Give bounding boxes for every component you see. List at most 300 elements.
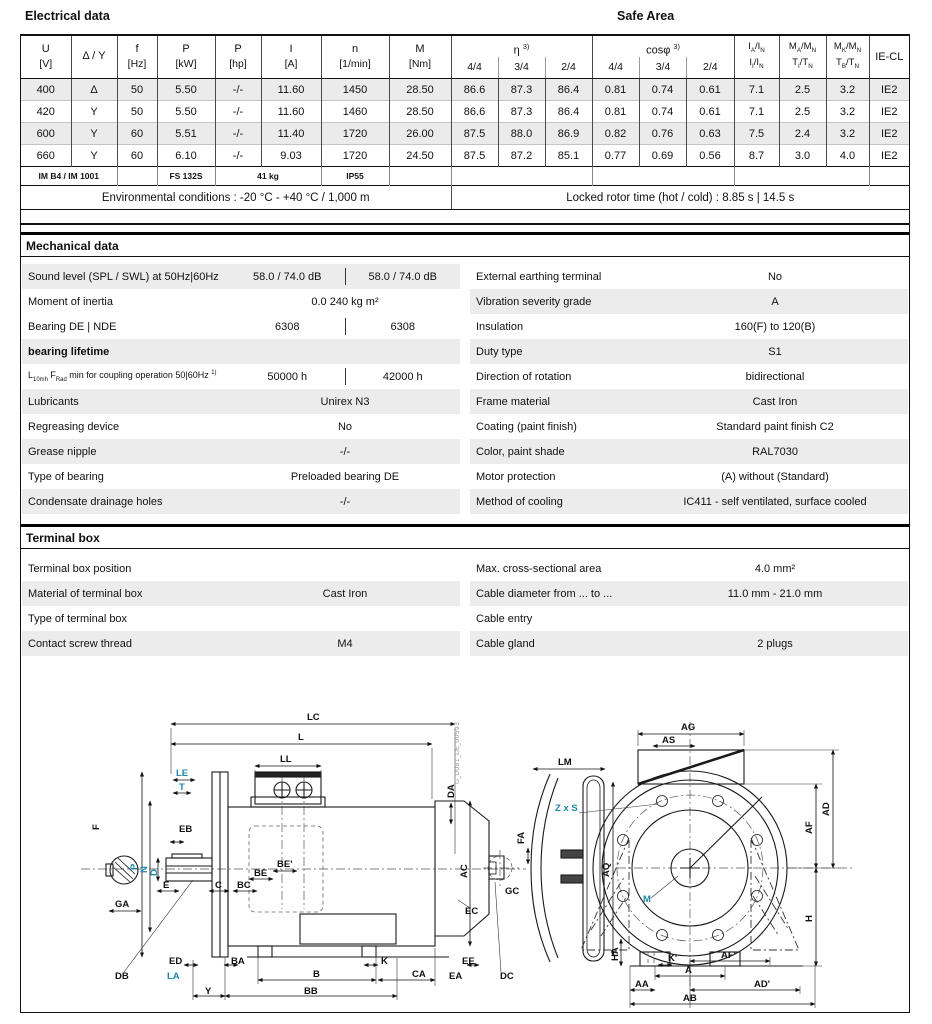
data-cell: 0.56 [686,145,734,167]
data-cell: 86.4 [545,101,592,123]
spec-value: Cast Iron [322,587,368,600]
spec-label: $L_{10mh}$ $F_{Rad}$ min for coupling operation 50|60Hz $^{1)}$ [28,369,217,383]
data-cell: 50 [117,79,157,101]
dim-label-ga: GA [115,899,130,910]
data-cell: 0.77 [592,145,639,167]
spec-row [22,389,460,414]
data-cell: 85.1 [545,145,592,167]
spec-value: M4 [337,637,353,650]
spec-label: Material of terminal box [28,587,143,600]
dim-label-lm: LM [558,757,572,768]
spec-value: 160(F) to 120(B) [734,320,816,333]
spec-row [470,631,908,656]
mechanical-data-section [21,232,909,517]
im-cell: IP55 [321,167,389,186]
spec-row [470,556,908,581]
spec-value: -/- [339,495,351,508]
data-cell: 87.3 [498,101,545,123]
spec-values [642,314,908,339]
data-cell: -/- [215,123,261,145]
spec-row [470,389,908,414]
data-cell: 87.2 [498,145,545,167]
spec-label: Contact screw thread [28,637,132,650]
data-cell: 0.81 [592,79,639,101]
empty-row [21,210,909,225]
spec-value: S1 [768,345,782,358]
dim-label-k: K [381,956,388,967]
spec-row [470,339,908,364]
data-cell: 11.60 [261,101,321,123]
data-cell: 3.0 [779,145,826,167]
data-cell: 3.2 [826,79,869,101]
spec-row [470,606,908,631]
im-cell [451,167,592,186]
data-cell: IE2 [869,101,909,123]
dim-label-as: AS [662,735,676,746]
header-ratio-0 [734,35,779,79]
spec-values [642,581,908,606]
data-cell: 0.82 [592,123,639,145]
data-cell: 4.0 [826,145,869,167]
terminal-left-column [22,556,460,656]
data-cell: -/- [215,101,261,123]
im-cell [117,167,157,186]
header-subcol: 3/4 [498,57,545,78]
data-cell: 3.2 [826,101,869,123]
data-cell: 420 [21,101,71,123]
dim-label-af-: AF' [721,950,736,961]
data-cell: 1720 [321,123,389,145]
header-unit: [hp] [229,58,247,70]
spec-value-50hz: 58.0 / 74.0 dB [253,270,322,283]
data-cell: 0.74 [639,79,686,101]
data-cell: Δ [71,79,117,101]
spec-label: Type of terminal box [28,612,128,625]
dim-label-ha: HA [610,947,621,961]
electrical-data-title: Electrical data [25,9,110,23]
data-cell: 600 [21,123,71,145]
header-ratio-2 [826,35,869,79]
ratio-bottom: $T_B/T_N$ [836,57,859,70]
data-cell: 8.7 [734,145,779,167]
spec-label: Cable gland [476,637,535,650]
data-cell: Y [71,101,117,123]
spec-row [22,364,460,389]
dim-label-le: LE [176,768,189,779]
spec-row [22,264,460,289]
spec-value: IC411 - self ventilated, surface cooled [683,495,867,508]
dim-label-la: LA [167,971,180,982]
dim-label-ad: AD [821,802,832,816]
data-cell: 2.5 [779,79,826,101]
data-cell: 11.40 [261,123,321,145]
spec-row [470,264,908,289]
data-cell: 0.76 [639,123,686,145]
im-cell [869,167,909,186]
spec-row [470,439,908,464]
dim-label-z-x-s: Z x S [555,803,578,814]
header-group-title: η $^{3)}$ [513,41,530,57]
dim-label-k-: K' [668,953,678,964]
environmental-conditions-cell: Environmental conditions : -20 °C - +40 °C / 1,000 m [21,186,451,210]
data-cell: 2.4 [779,123,826,145]
data-cell: 9.03 [261,145,321,167]
mechanical-right-column [470,264,908,514]
data-cell: 1450 [321,79,389,101]
dim-label-ag: AG [681,722,696,733]
electrical-data-row [21,101,909,123]
spec-label: Bearing DE | NDE [28,320,117,333]
dim-label-ll: LL [280,754,292,765]
spec-label: Type of bearing [28,470,104,483]
data-cell: 86.6 [451,79,498,101]
spec-label: Regreasing device [28,420,120,433]
dimension-drawing [21,664,909,1018]
data-cell: 88.0 [498,123,545,145]
spec-values [230,439,460,464]
dim-label-aq: AQ [601,862,612,877]
data-cell: 24.50 [389,145,451,167]
im-cell [592,167,734,186]
spec-row [22,314,460,339]
data-cell: 50 [117,101,157,123]
im-cell [389,167,451,186]
dim-label-ed: ED [169,956,183,967]
header-unit: [1/min] [339,58,371,70]
dim-label-dc: DC [500,971,514,982]
spec-label: Color, paint shade [476,445,565,458]
spec-values [642,414,908,439]
data-cell: 60 [117,145,157,167]
data-cell: IE2 [869,145,909,167]
dim-label-da: DA [446,784,457,798]
spec-values [230,314,460,339]
data-cell: 6.10 [157,145,215,167]
header-symbol: U [41,43,50,55]
spec-row [470,364,908,389]
spec-label: Duty type [476,345,523,358]
spec-value-60hz: 58.0 / 74.0 dB [368,270,437,283]
spec-label: External earthing terminal [476,270,602,283]
dim-label-p: P [129,863,140,870]
spec-row [470,314,908,339]
center-lines [81,722,854,989]
motor-front-view [488,750,803,966]
header-col-2 [117,35,157,79]
spec-values [642,289,908,314]
header-unit: [A] [284,58,298,70]
spec-value: 2 plugs [757,637,793,650]
spec-value-60hz: 6308 [390,320,415,333]
data-cell: -/- [215,79,261,101]
data-cell: 86.4 [545,79,592,101]
header-col-5 [261,35,321,79]
spec-value-50hz: 6308 [275,320,300,333]
spec-values [230,556,460,581]
terminal-box-title: Terminal box [21,527,909,549]
header-symbol: P [234,43,242,55]
header-subcol: 3/4 [639,57,686,78]
spec-label: Direction of rotation [476,370,572,383]
electrical-table-body [21,79,909,225]
data-cell: 26.00 [389,123,451,145]
spec-row [22,556,460,581]
spec-label: Motor protection [476,470,556,483]
spec-label: Moment of inertia [28,295,113,308]
header-group-eta [451,35,592,79]
spec-row [22,631,460,656]
dim-label-db: DB [115,971,129,982]
spec-value: 0.0 240 kg m² [311,295,379,308]
spec-value: No [767,270,783,283]
mechanical-columns [21,257,909,517]
terminal-columns [21,549,909,659]
data-cell: 0.63 [686,123,734,145]
ratio-top: $M_K/M_N$ [833,41,862,54]
dim-label-l: L [298,732,304,743]
spec-label: Max. cross-sectional area [476,562,602,575]
header-symbol: f [135,43,139,55]
header-unit: [Hz] [127,58,147,70]
dim-label-m: M [643,894,651,905]
data-cell: Y [71,145,117,167]
header-group-subcols [593,57,734,78]
header-symbol: n [351,43,359,55]
spec-row [470,581,908,606]
spec-values [230,606,460,631]
spec-value: RAL7030 [752,445,798,458]
spec-values [230,581,460,606]
electrical-data-row [21,123,909,145]
header-subcol: 2/4 [545,57,592,78]
header-col-0 [21,35,71,79]
im-cell: 41 kg [215,167,321,186]
header-group-title: cosφ $^{3)}$ [646,41,680,57]
data-cell: 0.74 [639,101,686,123]
motor-side-view [106,772,504,957]
data-cell: 5.50 [157,79,215,101]
spec-label: Terminal box position [28,562,132,575]
spec-values [642,606,908,631]
header-symbol: M [415,43,425,55]
header-group-cos [592,35,734,79]
dim-label-ea: EA [449,971,463,982]
data-cell: 1460 [321,101,389,123]
dim-label-be-: BE' [277,859,293,870]
data-cell: 7.1 [734,101,779,123]
spec-row [22,464,460,489]
data-cell: 660 [21,145,71,167]
data-cell: 0.69 [639,145,686,167]
spec-value-60hz: 42000 h [382,370,423,383]
spec-label: Cable entry [476,612,533,625]
spec-label: Coating (paint finish) [476,420,577,433]
dim-label-ca: CA [412,969,426,980]
header-col-6 [321,35,389,79]
ratio-top: $M_A/M_N$ [788,41,817,54]
spec-row [22,289,460,314]
dim-label-be: BE [254,868,268,879]
data-cell: Y [71,123,117,145]
spec-label: Cable diameter from ... to ... [476,587,613,600]
dim-label-ee: EE [462,956,475,967]
dim-label-e: E [163,880,170,891]
data-cell: 87.5 [451,123,498,145]
spec-value: No [337,420,353,433]
spec-values [642,464,908,489]
data-cell: 28.50 [389,79,451,101]
data-cell: 28.50 [389,101,451,123]
spec-values [642,339,908,364]
dim-label-d: D [149,869,160,876]
header-symbol: P [182,43,190,55]
spec-value: Cast Iron [752,395,798,408]
spec-label: bearing lifetime [28,345,110,358]
spec-row [22,606,460,631]
data-cell: 60 [117,123,157,145]
ratio-top: $I_A/I_N$ [748,41,765,54]
header-col-1 [71,35,117,79]
spec-value: -/- [339,445,351,458]
data-cell: 86.6 [451,101,498,123]
spec-value: Preloaded bearing DE [290,470,400,483]
header-col-4 [215,35,261,79]
header-subcol: 4/4 [608,60,623,73]
locked-rotor-time-cell: Locked rotor time (hot / cold) : 8.85 s | 14.5 s [451,186,909,210]
dim-label-lc: LC [307,712,320,723]
data-cell: 87.5 [451,145,498,167]
data-cell: 7.1 [734,79,779,101]
data-cell: 0.81 [592,101,639,123]
spec-value: 11.0 mm - 21.0 mm [727,587,823,600]
spec-label: Lubricants [28,395,79,408]
data-cell: 7.5 [734,123,779,145]
dim-label-a: A [685,965,692,976]
header-ie-class: IE-CL [869,35,909,79]
spec-values [230,489,460,514]
mechanical-left-column [22,264,460,514]
dim-label-aa: AA [635,979,649,990]
data-cell: 0.61 [686,79,734,101]
spec-label: Grease nipple [28,445,97,458]
header-unit: [V] [39,58,53,70]
header-col-3 [157,35,215,79]
ratio-bottom: $I_I/I_N$ [749,57,764,70]
spec-values [642,439,908,464]
dim-label-c: C [215,880,222,891]
spec-row [470,414,908,439]
spec-label: Condensate drainage holes [28,495,163,508]
dim-label-ec: EC [465,906,479,917]
electrical-header-row [21,35,909,79]
spec-values [642,631,908,656]
electrical-table-header [21,35,909,79]
content-frame [20,34,910,1013]
environment-row [21,186,909,210]
dim-label-fa: FA [516,831,527,844]
spec-value: Unirex N3 [320,395,370,408]
dim-label-g-d081-de-00593: G_D081_DE_00593 [453,722,461,784]
data-cell: 5.50 [157,101,215,123]
spec-values [642,389,908,414]
dim-label-b: B [313,969,320,980]
spec-values [642,364,908,389]
spec-value: (A) without (Standard) [721,470,829,483]
spec-label: Sound level (SPL / SWL) at 50Hz|60Hz [28,270,219,283]
header-unit: [kW] [175,58,197,70]
dim-label-n: N [139,866,150,873]
spec-values [230,264,460,289]
empty-cell [21,210,909,225]
spec-values [230,464,460,489]
data-cell: 400 [36,83,55,96]
spec-values [642,489,908,514]
spec-row [22,414,460,439]
spec-value: bidirectional [745,370,805,383]
header-col-7 [389,35,451,79]
ratio-bottom: $T_I/T_N$ [792,57,813,70]
header-unit: [Nm] [408,58,432,70]
header-ratio-1 [779,35,826,79]
dim-label-ad-: AD' [754,979,770,990]
spec-values [230,364,460,389]
data-cell: 5.51 [157,123,215,145]
dim-label-eb: EB [179,824,193,835]
electrical-data-row [21,145,909,167]
spec-row [22,581,460,606]
spec-row [22,439,460,464]
dim-label-ba: BA [231,956,245,967]
dim-label-ac: AC [459,864,470,878]
spec-values [230,414,460,439]
header-subcol: 2/4 [686,57,733,78]
safe-area-title: Safe Area [617,9,675,23]
dim-label-h: H [804,915,815,922]
data-cell: 11.60 [261,79,321,101]
header-symbol: I [289,43,293,55]
data-cell: 3.2 [826,123,869,145]
spec-values [230,389,460,414]
data-cell: 0.61 [686,101,734,123]
data-cell: IE2 [869,79,909,101]
spec-value: A [771,295,779,308]
dim-label-af: AF [804,821,815,834]
spec-values [230,339,460,364]
data-cell: 87.3 [498,79,545,101]
im-cell [734,167,869,186]
spec-row [22,489,460,514]
data-cell: 2.5 [779,101,826,123]
spec-label: Frame material [476,395,550,408]
im-cell: FS 132S [157,167,215,186]
dim-label-bb: BB [304,986,318,997]
electrical-data-row [21,79,909,101]
im-cell: IM B4 / IM 1001 [21,167,117,186]
dim-label-ab: AB [683,993,697,1004]
spec-value: 4.0 mm² [754,562,796,575]
dim-label-gc: GC [505,886,520,897]
terminal-box-section [21,524,909,659]
spec-value: Standard paint finish C2 [716,420,834,433]
mounting-frame-row [21,167,909,186]
spec-row [470,289,908,314]
terminal-right-column [470,556,908,656]
data-cell: 86.9 [545,123,592,145]
dim-label-t: T [179,782,185,793]
data-cell: -/- [215,145,261,167]
spec-label: Method of cooling [476,495,563,508]
data-cell: 1720 [321,145,389,167]
